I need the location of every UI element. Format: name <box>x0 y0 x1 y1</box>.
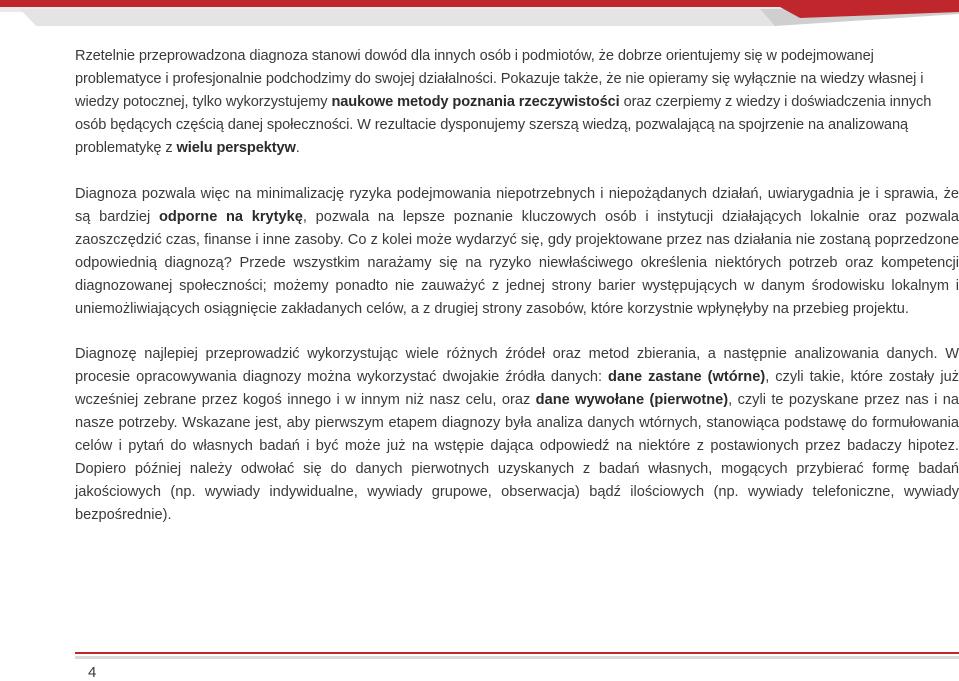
paragraph-1-bold-a: naukowe metody poznania rzeczywistości <box>331 94 620 110</box>
paragraph-3-text-a: Diagnozę najlepiej przeprowadzić wykorzystując wiele różnych źródeł oraz metod zbierania, a następnie analizowania danych. W procesie opracowywania diagnozy można wykorzystać dwojakie źródła danych: <box>75 346 959 386</box>
paragraph-3-bold-a: dane zastane (wtórne) <box>608 369 766 386</box>
paragraph-1-text-a: Rzetelnie przeprowadzona diagnoza stanowi dowód dla innych osób i podmiotów, że dobrze orientujemy się w podejmowanej problematyce i profesjonalnie podchodzimy do swojej działalności. Pokazuje także, że nie opieramy się wyłącznie na wiedzy własnej i wiedzy potocznej, tylko wykorzystujemy <box>75 48 924 110</box>
paragraph-2-text-a: Diagnoza pozwala więc na minimalizację ryzyka podejmowania niepotrzebnych i niepożądanych działań, uwiarygadnia je i sprawia, że są bardziej <box>75 186 959 225</box>
page-number: 4 <box>88 664 97 681</box>
header-band <box>0 0 959 30</box>
paragraph-3-text-c: , czyli te pozyskane przez nas i na nasze potrzeby. Wskazane jest, aby pierwszym etapem diagnozy była analiza danych wtórnych, stanowiąca podstawę do formułowania celów i pytań do własnych badań i być może już na wstępie dająca odpowiedź na niektóre z postawionych przez badaczy hipotez. Dopiero później należy odwołać się do danych pierwotnych uzyskanych z badań własnych, mogących przybierać formę badań jakościowych (np. wywiady indywidualne, wywiady grupowe, obserwacja) bądź ilościowych (np. wywiady telefoniczne, wywiady bezpośrednie). <box>75 392 959 523</box>
paragraph-3-bold-b: dane wywołane (pierwotne) <box>535 392 729 409</box>
paragraph-1-bold-b: wielu perspektyw <box>176 140 296 156</box>
footer-rule <box>75 652 959 662</box>
paragraph-1-text-c: . <box>295 140 300 156</box>
paragraph-2-text-b: , pozwala na lepsze poznanie kluczowych osób i instytucji działających lokalnie oraz pozwala zaoszczędzić czas, finanse i inne zasoby. Co z kolei może wydarzyć się, gdy projektowane przez nas działania nie zostaną poprzedzone odpowiednią diagnozą? Przede wszystkim narażamy się na ryzyko niewłaściwego określenia niektórych potrzeb oraz kompetencji diagnozowanej społeczności; możemy ponadto nie zauważyć z jednej strony barier występujących w danym środowisku lokalnym i uniemożliwiających osiągnięcie zakładanych celów, a z drugiej strony zasobów, które korzystnie wpłynęłyby na przebieg projektu. <box>75 208 959 317</box>
paragraph-3 <box>75 343 959 526</box>
main-content <box>75 45 959 527</box>
paragraph-1-text-b: oraz czerpiemy z wiedzy i doświadczenia innych osób będących częścią danej społeczności. W rezultacie dysponujemy szerszą wiedzą, pozwalającą na spojrzenie na analizowaną problematykę z <box>75 94 932 156</box>
paragraph-2-bold-a: odporne na krytykę <box>158 208 303 225</box>
paragraph-2 <box>75 183 959 320</box>
paragraph-3-text-b: , czyli takie, które zostały już wcześniej zebrane przez kogoś innego i w innym niż nasz celu, oraz <box>75 369 959 409</box>
paragraph-1 <box>75 45 959 160</box>
